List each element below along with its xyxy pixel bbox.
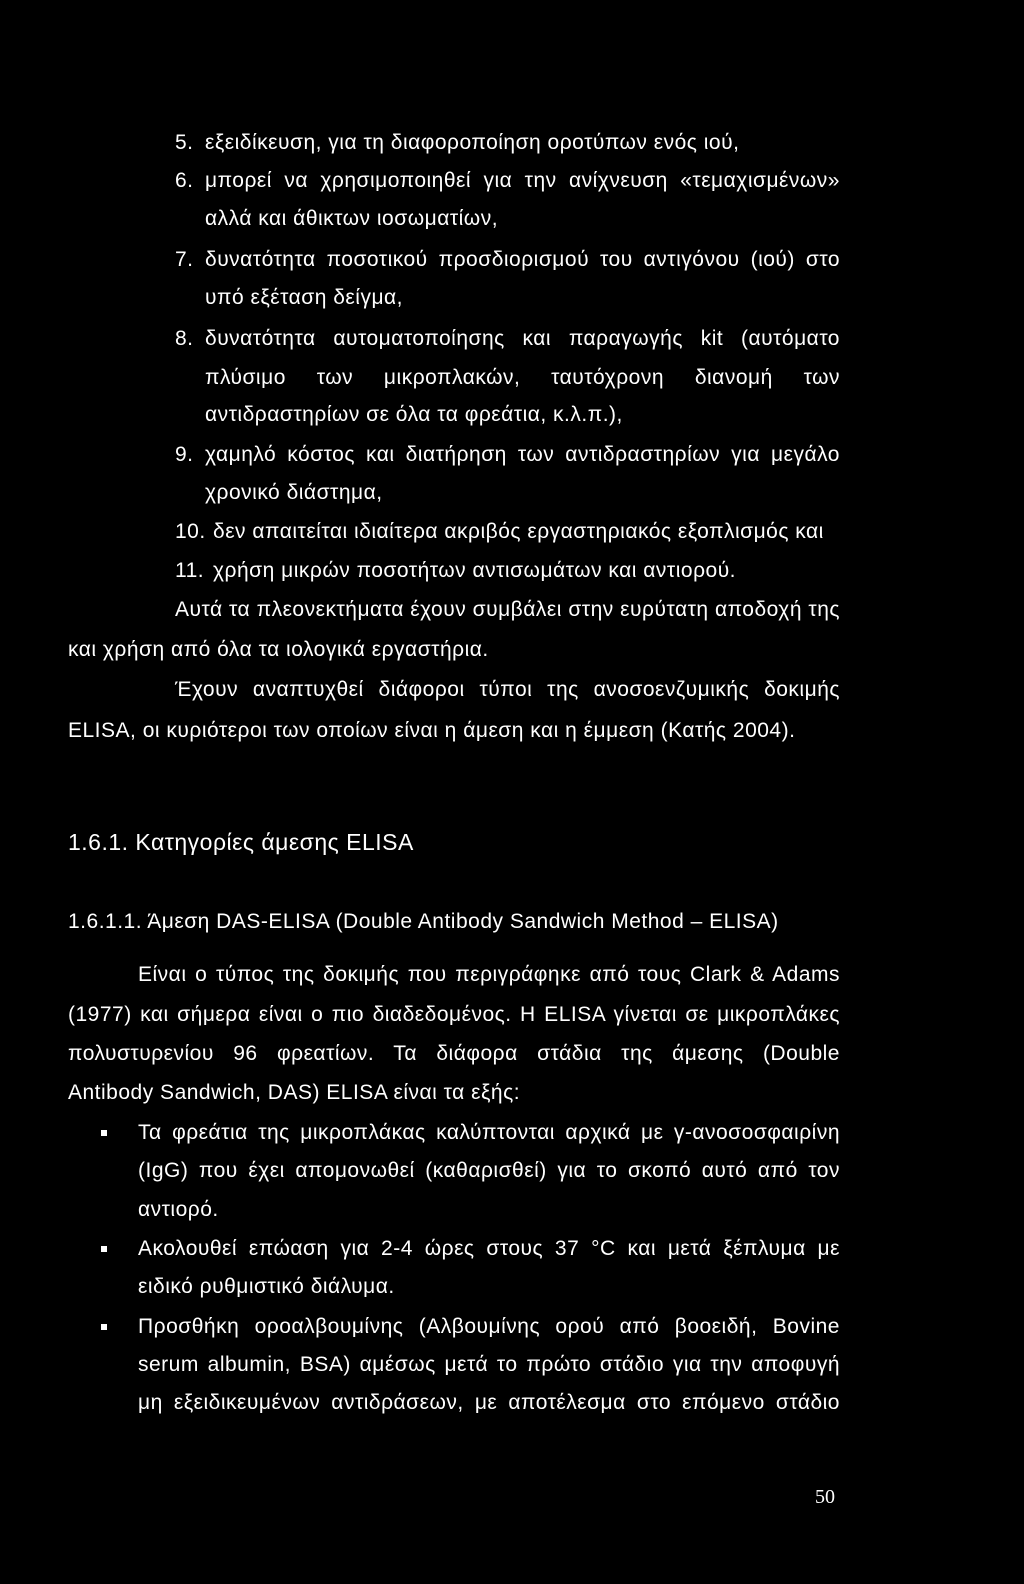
step-line: Προσθήκη οροαλβουμίνης (Αλβουμίνης ορού από βοοειδή, Bovine (138, 1315, 840, 1338)
list-item-text: δυνατότητα ποσοτικού προσδιορισμού του αντιγόνου (ιού) στο (205, 248, 840, 271)
bullet-icon (101, 1246, 107, 1252)
list-item-text: αντιδραστηρίων σε όλα τα φρεάτια, κ.λ.π.), (205, 403, 623, 426)
section-heading: 1.6.1. Κατηγορίες άμεσης ELISA (68, 829, 414, 855)
step-line: αντιορό. (138, 1198, 219, 1221)
list-item-number: 10. (175, 520, 206, 543)
list-item-text: μπορεί να χρησιμοποιηθεί για την ανίχνευση «τεμαχισμένων» (205, 169, 840, 192)
paragraph-line: Είναι ο τύπος της δοκιμής που περιγράφηκε από τους Clark & Adams (138, 963, 840, 986)
paragraph-line: ELISA, οι κυριότεροι των οποίων είναι η άμεση και η έμμεση (Κατής 2004). (68, 719, 796, 742)
list-item-number: 6. (175, 169, 194, 192)
paragraph-line: και χρήση από όλα τα ιολογικά εργαστήρια. (68, 638, 489, 661)
list-item-text: αλλά και άθικτων ιοσωματίων, (205, 207, 499, 230)
step-line: μη εξειδικευμένων αντιδράσεων, με αποτέλεσμα στο επόμενο στάδιο (138, 1391, 840, 1414)
list-item-number: 9. (175, 443, 194, 466)
list-item-text: χρονικό διάστημα, (205, 481, 383, 504)
paragraph-line: Έχουν αναπτυχθεί διάφοροι τύποι της ανοσοενζυμικής δοκιμής (175, 678, 840, 701)
paragraph-line: Antibody Sandwich, DAS) ELISA είναι τα εξής: (68, 1081, 521, 1104)
step-line: Ακολουθεί επώαση για 2-4 ώρες στους 37 °C και μετά ξέπλυμα με (138, 1237, 840, 1260)
list-item-text: πλύσιμο των μικροπλακών, ταυτόχρονη διανομή των (205, 366, 840, 389)
list-item-text: υπό εξέταση δείγμα, (205, 286, 404, 309)
bullet-icon (101, 1324, 107, 1330)
step-line: Τα φρεάτια της μικροπλάκας καλύπτονται αρχικά με γ-ανοσοσφαιρίνη (138, 1121, 840, 1144)
list-item-text: δυνατότητα αυτοματοποίησης και παραγωγής kit (αυτόματο (205, 327, 840, 350)
list-item-text: εξειδίκευση, για τη διαφοροποίηση οροτύπων ενός ιού, (205, 131, 740, 154)
page-number: 50 (815, 1486, 835, 1508)
list-item-text: χαμηλό κόστος και διατήρηση των αντιδραστηρίων για μεγάλο (205, 443, 840, 466)
list-item-text: χρήση μικρών ποσοτήτων αντισωμάτων και αντιορού. (213, 559, 737, 582)
paragraph-line: πολυστυρενίου 96 φρεατίων. Τα διάφορα στάδια της άμεσης (Double (68, 1042, 840, 1065)
list-item-number: 11. (175, 559, 205, 582)
list-item-number: 8. (175, 327, 194, 350)
list-item-number: 5. (175, 131, 194, 154)
list-item-text: δεν απαιτείται ιδιαίτερα ακριβός εργαστηριακός εξοπλισμός και (213, 520, 824, 543)
paragraph-line: Αυτά τα πλεονεκτήματα έχουν συμβάλει στην ευρύτατη αποδοχή της (175, 598, 840, 621)
paragraph-line: (1977) και σήμερα είναι ο πιο διαδεδομένος. Η ELISA γίνεται σε μικροπλάκες (68, 1003, 840, 1026)
step-line: serum albumin, BSA) αμέσως μετά το πρώτο στάδιο για την αποφυγή (138, 1353, 840, 1376)
step-line: ειδικό ρυθμιστικό διάλυμα. (138, 1275, 395, 1298)
bullet-icon (101, 1130, 107, 1136)
subsection-heading: 1.6.1.1. Άμεση DAS-ELISA (Double Antibody Sandwich Method – ELISA) (68, 910, 779, 933)
step-line: (IgG) που έχει απομονωθεί (καθαρισθεί) για το σκοπό αυτό από τον (138, 1159, 840, 1182)
list-item-number: 7. (175, 248, 194, 271)
